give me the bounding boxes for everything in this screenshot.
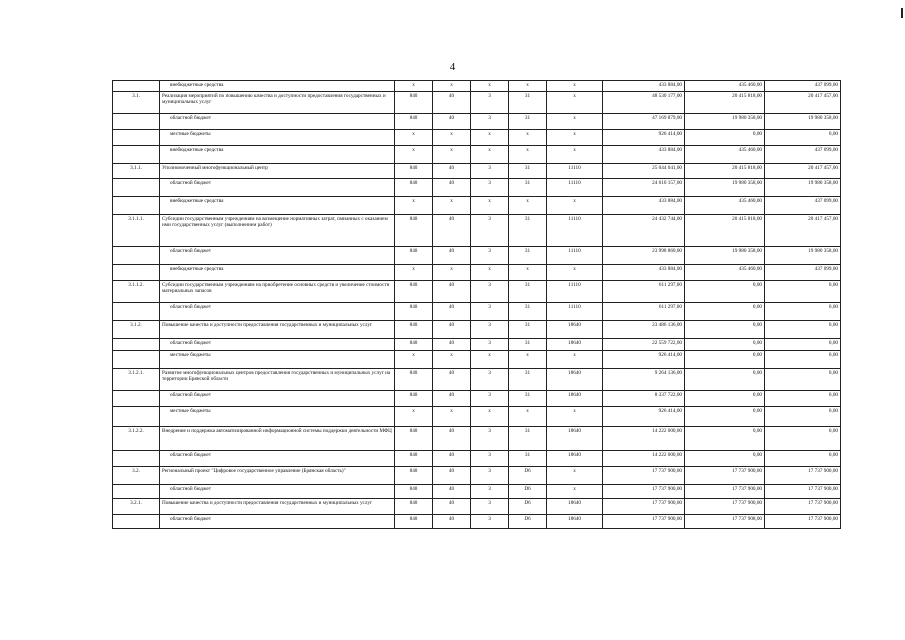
value-year-3: 0,00 [765,451,841,467]
value-year-1: 14 222 000,00 [603,427,685,451]
col-code-4: 31 [509,451,547,467]
col-code-1: 840 [395,114,433,130]
row-code [113,81,160,92]
row-name: Внедрение и поддержка автоматизированной информационной системы поддержки деятельности МФЦ [160,427,395,451]
row-name: областной бюджет [160,303,395,321]
col-code-4: D6 [509,485,547,499]
col-code-2: x [433,407,471,427]
value-year-1: 17 737 900,00 [603,515,685,529]
col-code-5: x [547,407,603,427]
page-number: 4 [449,61,456,73]
row-name: внебюджетные средства [160,81,395,92]
budget-table [112,80,841,529]
col-code-2: 40 [433,164,471,179]
table-row [113,146,841,164]
row-name: областной бюджет [160,179,395,197]
col-code-3: x [471,351,509,369]
col-code-2: 40 [433,485,471,499]
col-code-1: x [395,351,433,369]
col-code-1: 840 [395,499,433,515]
row-code: 3.1.2.2. [113,427,160,451]
table-row [113,130,841,146]
value-year-1: 17 737 900,00 [603,485,685,499]
col-code-1: 840 [395,303,433,321]
col-code-3: 3 [471,391,509,407]
row-code: 3.1.1. [113,164,160,179]
value-year-3: 437 099,00 [765,81,841,92]
row-code: 3.1.2.1. [113,369,160,391]
col-code-2: 40 [433,281,471,303]
col-code-4: 31 [509,339,547,351]
col-code-3: 3 [471,515,509,529]
col-code-5: x [547,130,603,146]
col-code-4: 31 [509,369,547,391]
value-year-1: 17 737 900,00 [603,499,685,515]
value-year-1: 433 884,00 [603,265,685,281]
col-code-4: 31 [509,114,547,130]
col-code-1: 840 [395,339,433,351]
col-code-3: 3 [471,303,509,321]
col-code-2: x [433,197,471,215]
value-year-1: 611 297,00 [603,303,685,321]
col-code-2: 40 [433,369,471,391]
col-code-1: 840 [395,281,433,303]
col-code-1: 840 [395,451,433,467]
col-code-3: 3 [471,179,509,197]
table-row [113,451,841,467]
col-code-4: 31 [509,427,547,451]
col-code-3: x [471,197,509,215]
value-year-3: 437 099,00 [765,146,841,164]
col-code-5: 18640 [547,321,603,339]
table-row [113,179,841,197]
col-code-1: 840 [395,467,433,485]
row-name: Уполномоченный многофункциональный центр [160,164,395,179]
table-body [113,81,841,529]
value-year-3: 17 737 900,00 [765,515,841,529]
value-year-3: 20 417 457,00 [765,92,841,114]
value-year-1: 926 414,00 [603,407,685,427]
col-code-3: x [471,265,509,281]
value-year-2: 20 415 818,00 [685,92,765,114]
value-year-1: 9 264 136,00 [603,369,685,391]
col-code-5: x [547,81,603,92]
value-year-2: 0,00 [685,451,765,467]
value-year-3: 20 417 457,00 [765,164,841,179]
value-year-1: 611 297,00 [603,281,685,303]
col-code-2: 40 [433,427,471,451]
table-row [113,81,841,92]
value-year-2: 17 737 900,00 [685,499,765,515]
edge-mark [901,8,903,18]
value-year-3: 17 737 900,00 [765,499,841,515]
value-year-3: 0,00 [765,427,841,451]
col-code-1: 840 [395,391,433,407]
col-code-2: 40 [433,391,471,407]
row-name: внебюджетные средства [160,146,395,164]
value-year-1: 48 530 177,00 [603,92,685,114]
table-row [113,515,841,529]
row-code [113,407,160,427]
col-code-4: x [509,351,547,369]
value-year-3: 437 099,00 [765,197,841,215]
col-code-5: 18640 [547,499,603,515]
value-year-1: 23 998 860,00 [603,247,685,265]
col-code-1: x [395,81,433,92]
row-code [113,130,160,146]
value-year-1: 17 737 900,00 [603,467,685,485]
row-code [113,339,160,351]
col-code-4: x [509,146,547,164]
col-code-5: x [547,265,603,281]
row-code: 3.1. [113,92,160,114]
row-code: 3.2.1. [113,499,160,515]
col-code-3: 3 [471,164,509,179]
value-year-3: 0,00 [765,321,841,339]
col-code-4: x [509,265,547,281]
col-code-4: x [509,81,547,92]
value-year-2: 20 415 818,00 [685,215,765,247]
value-year-2: 0,00 [685,130,765,146]
value-year-1: 926 414,00 [603,130,685,146]
table-row [113,369,841,391]
col-code-1: x [395,407,433,427]
value-year-2: 0,00 [685,391,765,407]
value-year-2: 19 980 358,00 [685,114,765,130]
table-row [113,265,841,281]
col-code-1: 840 [395,179,433,197]
row-code [113,179,160,197]
table-row [113,427,841,451]
col-code-5: 11110 [547,303,603,321]
col-code-4: D6 [509,499,547,515]
row-code [113,515,160,529]
col-code-2: 40 [433,467,471,485]
row-name: областной бюджет [160,247,395,265]
col-code-4: x [509,130,547,146]
col-code-3: 3 [471,467,509,485]
row-name: областной бюджет [160,339,395,351]
col-code-4: 31 [509,247,547,265]
col-code-1: x [395,146,433,164]
value-year-3: 19 980 358,00 [765,114,841,130]
col-code-2: 40 [433,303,471,321]
col-code-5: 11110 [547,215,603,247]
col-code-2: 40 [433,321,471,339]
col-code-3: 3 [471,499,509,515]
col-code-5: x [547,351,603,369]
col-code-2: x [433,130,471,146]
table-row [113,467,841,485]
table-row [113,247,841,265]
col-code-5: 18640 [547,369,603,391]
table-row [113,92,841,114]
value-year-1: 433 884,00 [603,81,685,92]
row-name: областной бюджет [160,515,395,529]
col-code-4: 31 [509,92,547,114]
col-code-5: 18640 [547,339,603,351]
col-code-3: x [471,130,509,146]
col-code-1: x [395,197,433,215]
col-code-2: x [433,351,471,369]
value-year-3: 20 417 457,00 [765,215,841,247]
col-code-5: x [547,114,603,130]
value-year-3: 0,00 [765,130,841,146]
value-year-2: 0,00 [685,407,765,427]
row-code [113,146,160,164]
table-row [113,164,841,179]
value-year-3: 0,00 [765,351,841,369]
col-code-2: x [433,81,471,92]
row-code [113,391,160,407]
row-name: областной бюджет [160,391,395,407]
row-name: внебюджетные средства [160,265,395,281]
value-year-2: 0,00 [685,427,765,451]
row-code [113,265,160,281]
table-row [113,215,841,247]
table-row [113,197,841,215]
value-year-1: 433 884,00 [603,197,685,215]
row-name: Повышение качества и доступности предоставления государственных и муниципальных услуг [160,499,395,515]
col-code-3: 3 [471,114,509,130]
row-name: Реализация мероприятий по повышению качества и доступности предоставления государственных и муниципальных услуг [160,92,395,114]
row-code [113,303,160,321]
value-year-2: 435 460,00 [685,146,765,164]
col-code-5: x [547,197,603,215]
value-year-1: 24 610 157,00 [603,179,685,197]
row-name: областной бюджет [160,485,395,499]
col-code-2: 40 [433,515,471,529]
col-code-2: 40 [433,451,471,467]
col-code-3: 3 [471,215,509,247]
col-code-2: 40 [433,179,471,197]
value-year-3: 19 980 358,00 [765,179,841,197]
table-row [113,351,841,369]
col-code-1: x [395,130,433,146]
value-year-2: 19 980 358,00 [685,179,765,197]
value-year-3: 19 980 358,00 [765,247,841,265]
table-row [113,339,841,351]
value-year-2: 435 460,00 [685,197,765,215]
col-code-5: x [547,485,603,499]
value-year-3: 0,00 [765,281,841,303]
col-code-2: x [433,146,471,164]
col-code-3: 3 [471,451,509,467]
row-code: 3.2. [113,467,160,485]
value-year-3: 0,00 [765,407,841,427]
value-year-3: 0,00 [765,339,841,351]
col-code-5: 11110 [547,247,603,265]
col-code-1: 840 [395,92,433,114]
value-year-2: 0,00 [685,303,765,321]
row-name: местные бюджеты [160,130,395,146]
col-code-4: 31 [509,164,547,179]
col-code-2: 40 [433,499,471,515]
value-year-2: 0,00 [685,369,765,391]
col-code-3: 3 [471,321,509,339]
col-code-3: x [471,146,509,164]
row-name: Повышение качества и доступности предоставления государственных и муниципальных услуг [160,321,395,339]
row-code: 3.1.1.1. [113,215,160,247]
col-code-1: 840 [395,247,433,265]
col-code-4: x [509,197,547,215]
value-year-2: 0,00 [685,281,765,303]
table-row [113,485,841,499]
col-code-3: 3 [471,247,509,265]
col-code-3: 3 [471,339,509,351]
value-year-2: 0,00 [685,339,765,351]
row-code [113,197,160,215]
value-year-2: 17 737 900,00 [685,467,765,485]
value-year-1: 433 884,00 [603,146,685,164]
col-code-4: 31 [509,281,547,303]
row-name: Субсидии государственным учреждениям на приобретение основных средств и увеличение стоимости материальных запасов [160,281,395,303]
value-year-3: 17 737 900,00 [765,485,841,499]
row-code [113,351,160,369]
col-code-3: x [471,81,509,92]
col-code-4: 31 [509,391,547,407]
row-name: внебюджетные средства [160,197,395,215]
row-code [113,451,160,467]
value-year-3: 0,00 [765,369,841,391]
value-year-1: 25 044 041,00 [603,164,685,179]
col-code-2: 40 [433,215,471,247]
row-name: Региональный проект "Цифровое государственное управление (Брянская область)" [160,467,395,485]
col-code-3: 3 [471,485,509,499]
value-year-1: 47 169 879,00 [603,114,685,130]
col-code-2: x [433,265,471,281]
table-row [113,321,841,339]
value-year-3: 437 099,00 [765,265,841,281]
col-code-3: 3 [471,92,509,114]
table-row [113,303,841,321]
value-year-1: 24 432 744,00 [603,215,685,247]
row-name: областной бюджет [160,451,395,467]
value-year-1: 23 486 136,00 [603,321,685,339]
table-row [113,114,841,130]
col-code-5: 11110 [547,179,603,197]
row-code [113,247,160,265]
value-year-1: 22 559 722,00 [603,339,685,351]
col-code-2: 40 [433,247,471,265]
col-code-1: 840 [395,515,433,529]
col-code-1: 840 [395,369,433,391]
row-name: местные бюджеты [160,407,395,427]
row-code [113,485,160,499]
col-code-5: 18640 [547,427,603,451]
row-name: областной бюджет [160,114,395,130]
table-row [113,281,841,303]
col-code-5: 11110 [547,164,603,179]
row-code: 3.1.2. [113,321,160,339]
value-year-1: 926 414,00 [603,351,685,369]
row-code [113,114,160,130]
col-code-1: 840 [395,427,433,451]
value-year-3: 17 737 900,00 [765,467,841,485]
col-code-4: 31 [509,179,547,197]
value-year-2: 20 415 818,00 [685,164,765,179]
col-code-4: D6 [509,515,547,529]
value-year-1: 8 337 722,00 [603,391,685,407]
col-code-4: D6 [509,467,547,485]
col-code-3: 3 [471,369,509,391]
col-code-1: 840 [395,321,433,339]
col-code-3: x [471,407,509,427]
col-code-1: 840 [395,215,433,247]
value-year-2: 0,00 [685,351,765,369]
col-code-2: 40 [433,92,471,114]
value-year-3: 0,00 [765,391,841,407]
col-code-5: 11110 [547,281,603,303]
table-row [113,391,841,407]
value-year-2: 435 460,00 [685,81,765,92]
row-name: местные бюджеты [160,351,395,369]
col-code-5: x [547,146,603,164]
col-code-2: 40 [433,339,471,351]
table-row [113,407,841,427]
col-code-1: 840 [395,164,433,179]
col-code-5: 18640 [547,391,603,407]
table-row [113,499,841,515]
col-code-1: 840 [395,485,433,499]
col-code-2: 40 [433,114,471,130]
value-year-2: 435 460,00 [685,265,765,281]
value-year-3: 0,00 [765,303,841,321]
col-code-5: 18640 [547,451,603,467]
row-name: Развитие многофункциональных центров предоставления государственных и муниципальных услуг на территории Брянской области [160,369,395,391]
value-year-2: 17 737 900,00 [685,485,765,499]
col-code-4: 31 [509,321,547,339]
col-code-3: 3 [471,427,509,451]
col-code-5: x [547,92,603,114]
col-code-5: x [547,467,603,485]
col-code-4: x [509,407,547,427]
value-year-2: 0,00 [685,321,765,339]
row-code: 3.1.1.2. [113,281,160,303]
value-year-1: 14 222 000,00 [603,451,685,467]
row-name: Субсидии государственным учреждениям на возмещение нормативных затрат, связанных с оказанием ими государственных услуг (выполнением работ) [160,215,395,247]
col-code-3: 3 [471,281,509,303]
value-year-2: 17 737 908,00 [685,515,765,529]
value-year-2: 19 980 358,00 [685,247,765,265]
col-code-4: 31 [509,215,547,247]
col-code-4: 31 [509,303,547,321]
col-code-1: x [395,265,433,281]
col-code-5: 18640 [547,515,603,529]
